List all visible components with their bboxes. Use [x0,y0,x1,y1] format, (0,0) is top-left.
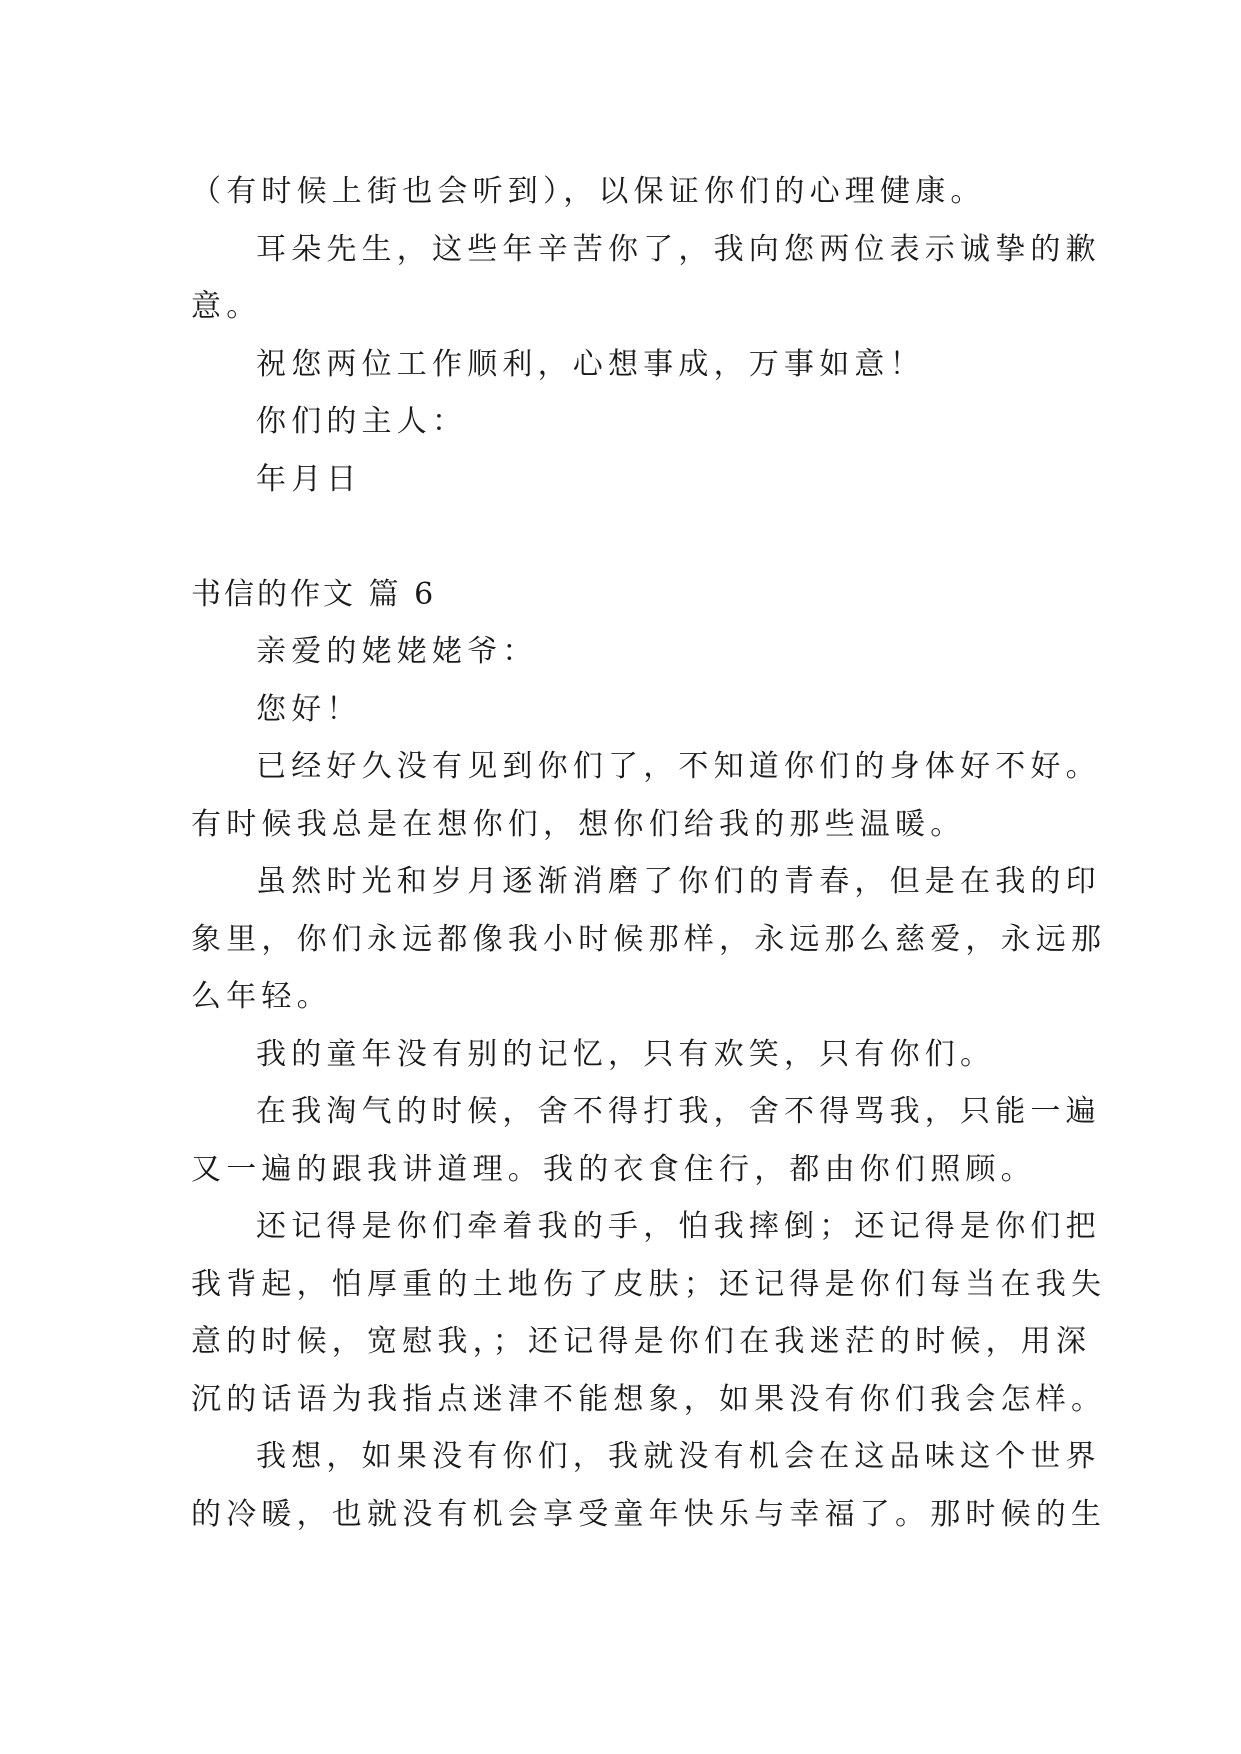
signature-line: 你们的主人： [256,404,468,439]
body-line-10: 我背起，怕厚重的土地伤了皮肤；还记得是你们每当在我失 [191,1266,1107,1302]
body-line-6: 我的童年没有别的记忆，只有欢笑，只有你们。 [256,1036,996,1072]
text-line-3: 意。 [191,289,262,324]
greeting-line: 您好！ [256,691,362,727]
section-heading: 书信的作文 篇 6 [191,576,437,612]
salutation-line: 亲爱的姥姥姥爷： [256,634,538,669]
body-line-13: 我想，如果没有你们，我就没有机会在这品味这个世界 [256,1439,1101,1474]
section-gap [191,508,1071,566]
body-line-12: 沉的话语为我指点迷津不能想象，如果没有你们我会怎样。 [191,1381,1107,1417]
body-line-9: 还记得是你们牵着我的手，怕我摔倒；还记得是你们把 [256,1209,1101,1244]
body-line-4: 象里，你们永远都像我小时候那样，永远那么慈爱，永远那 [191,921,1107,957]
body-line-3: 虽然时光和岁月逐渐消磨了你们的青春，但是在我的印 [256,864,1101,899]
body-line-5: 么年轻。 [191,979,332,1014]
body-line-8: 又一遍的跟我讲道理。我的衣食住行，都由你们照顾。 [191,1151,1036,1187]
text-line-1: （有时候上街也会听到），以保证你们的心理健康。 [191,174,986,209]
text-line-2: 耳朵先生，这些年辛苦你了，我向您两位表示诚挚的歉 [256,231,1101,267]
date-line: 年月日 [256,461,362,497]
body-line-11: 意的时候，宽慰我，；还记得是你们在我迷茫的时候，用深 [191,1324,1092,1359]
body-line-7: 在我淘气的时候，舍不得打我，舍不得骂我，只能一遍 [256,1094,1101,1129]
body-line-2: 有时候我总是在想你们，想你们给我的那些温暖。 [191,806,966,842]
text-line-4: 祝您两位工作顺利，心想事成，万事如意！ [256,346,925,382]
body-line-1: 已经好久没有见到你们了，不知道你们的身体好不好。 [256,749,1101,784]
document-body [191,163,1107,1543]
body-line-14: 的冷暖，也就没有机会享受童年快乐与幸福了。那时候的生 [191,1496,1107,1532]
